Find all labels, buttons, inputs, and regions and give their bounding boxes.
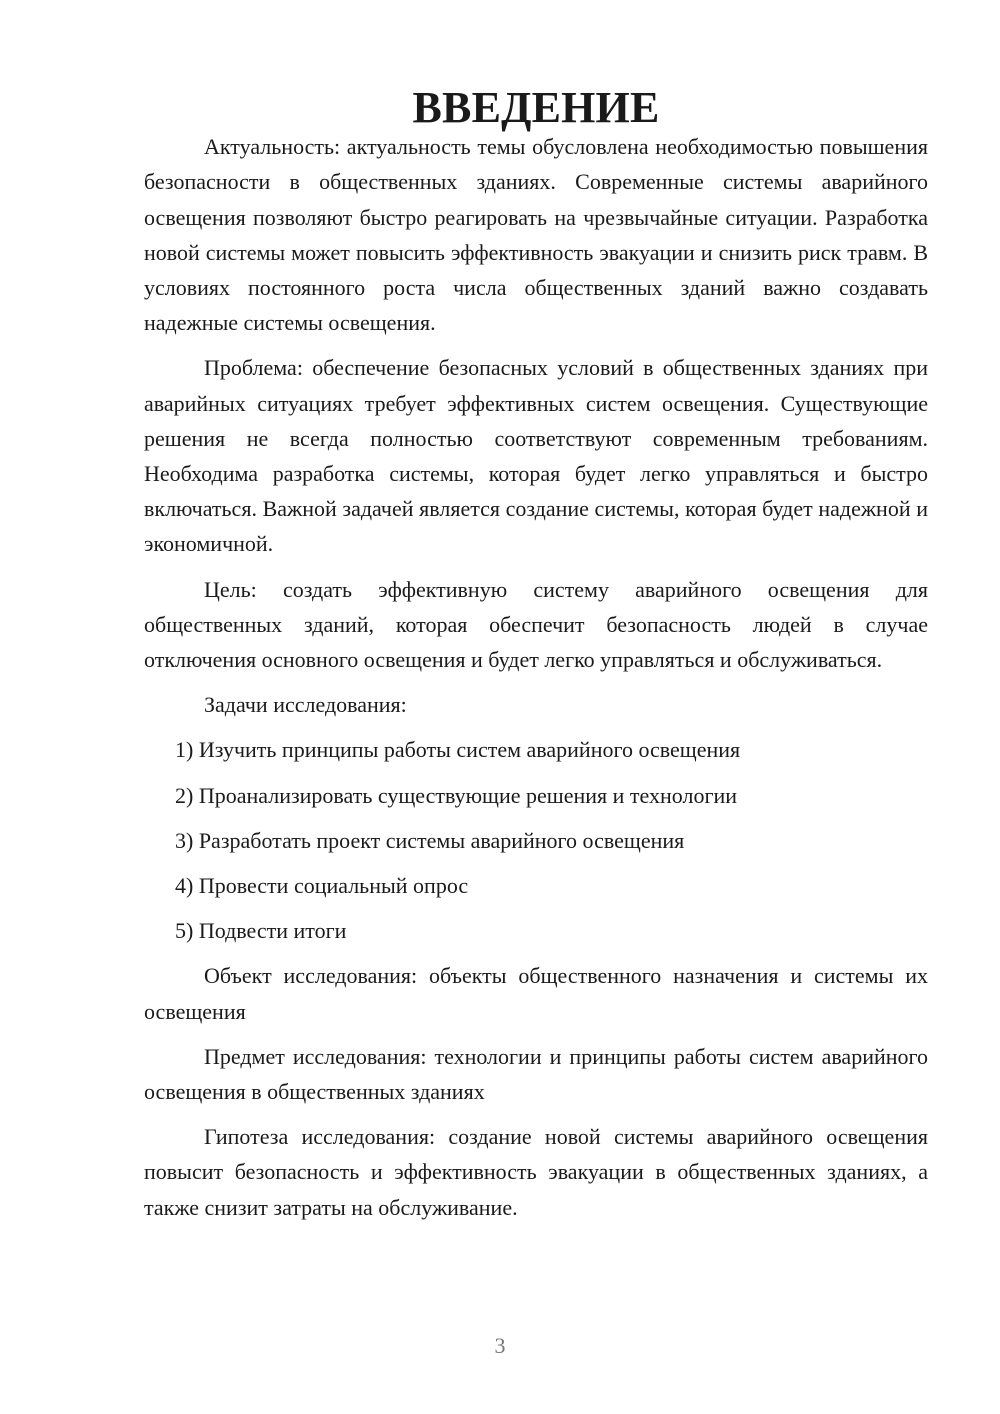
paragraph-subject: Предмет исследования: технологии и принципы работы систем аварийного освещения в общественных зданиях <box>144 1043 928 1105</box>
document-body <box>144 83 928 1225</box>
task-item: 3) Разработать проект системы аварийного освещения <box>175 827 685 853</box>
page-title: ВВЕДЕНИЕ <box>412 83 660 132</box>
paragraph-object: Объект исследования: объекты общественного назначения и системы их освещения <box>144 963 928 1024</box>
tasks-heading: Задачи исследования: <box>204 692 407 718</box>
task-item: 4) Провести социальный опрос <box>175 873 469 899</box>
task-item: 5) Подвести итоги <box>175 918 347 944</box>
tasks-list <box>144 732 928 948</box>
task-item: 2) Проанализировать существующие решения и технологии <box>175 782 738 808</box>
paragraph-hypothesis: Гипотеза исследования: создание новой системы аварийного освещения повысит безопасность и эффективность эвакуации в общественных зданиях, а также снизит затраты на обслуживание. <box>144 1124 928 1220</box>
paragraph-goal: Цель: создать эффективную систему аварийного освещения для общественных зданий, которая обеспечит безопасность людей в случае отключения основного освещения и будет легко управляться и обслуживаться. <box>144 576 928 673</box>
paragraph-problem: Проблема: обеспечение безопасных условий в общественных зданиях при аварийных ситуациях требует эффективных систем освещения. Существующие решения не всегда полностью соответствуют современным требованиям. Необходима разработка системы, которая будет легко управляться и быстро включаться. Важной задачей является создание системы, которая будет надежной и экономичной. <box>144 355 928 557</box>
paragraph-relevance: Актуальность: актуальность темы обусловлена необходимостью повышения безопасности в общественных зданиях. Современные системы аварийного освещения позволяют быстро реагировать на чрезвычайные ситуации. Разработка новой системы может повысить эффективность эвакуации и снизить риск травм. В условиях постоянного роста числа общественных зданий важно создавать надежные системы освещения. <box>144 134 928 336</box>
task-item: 1) Изучить принципы работы систем аварийного освещения <box>175 737 741 763</box>
page-number: 3 <box>494 1333 506 1358</box>
